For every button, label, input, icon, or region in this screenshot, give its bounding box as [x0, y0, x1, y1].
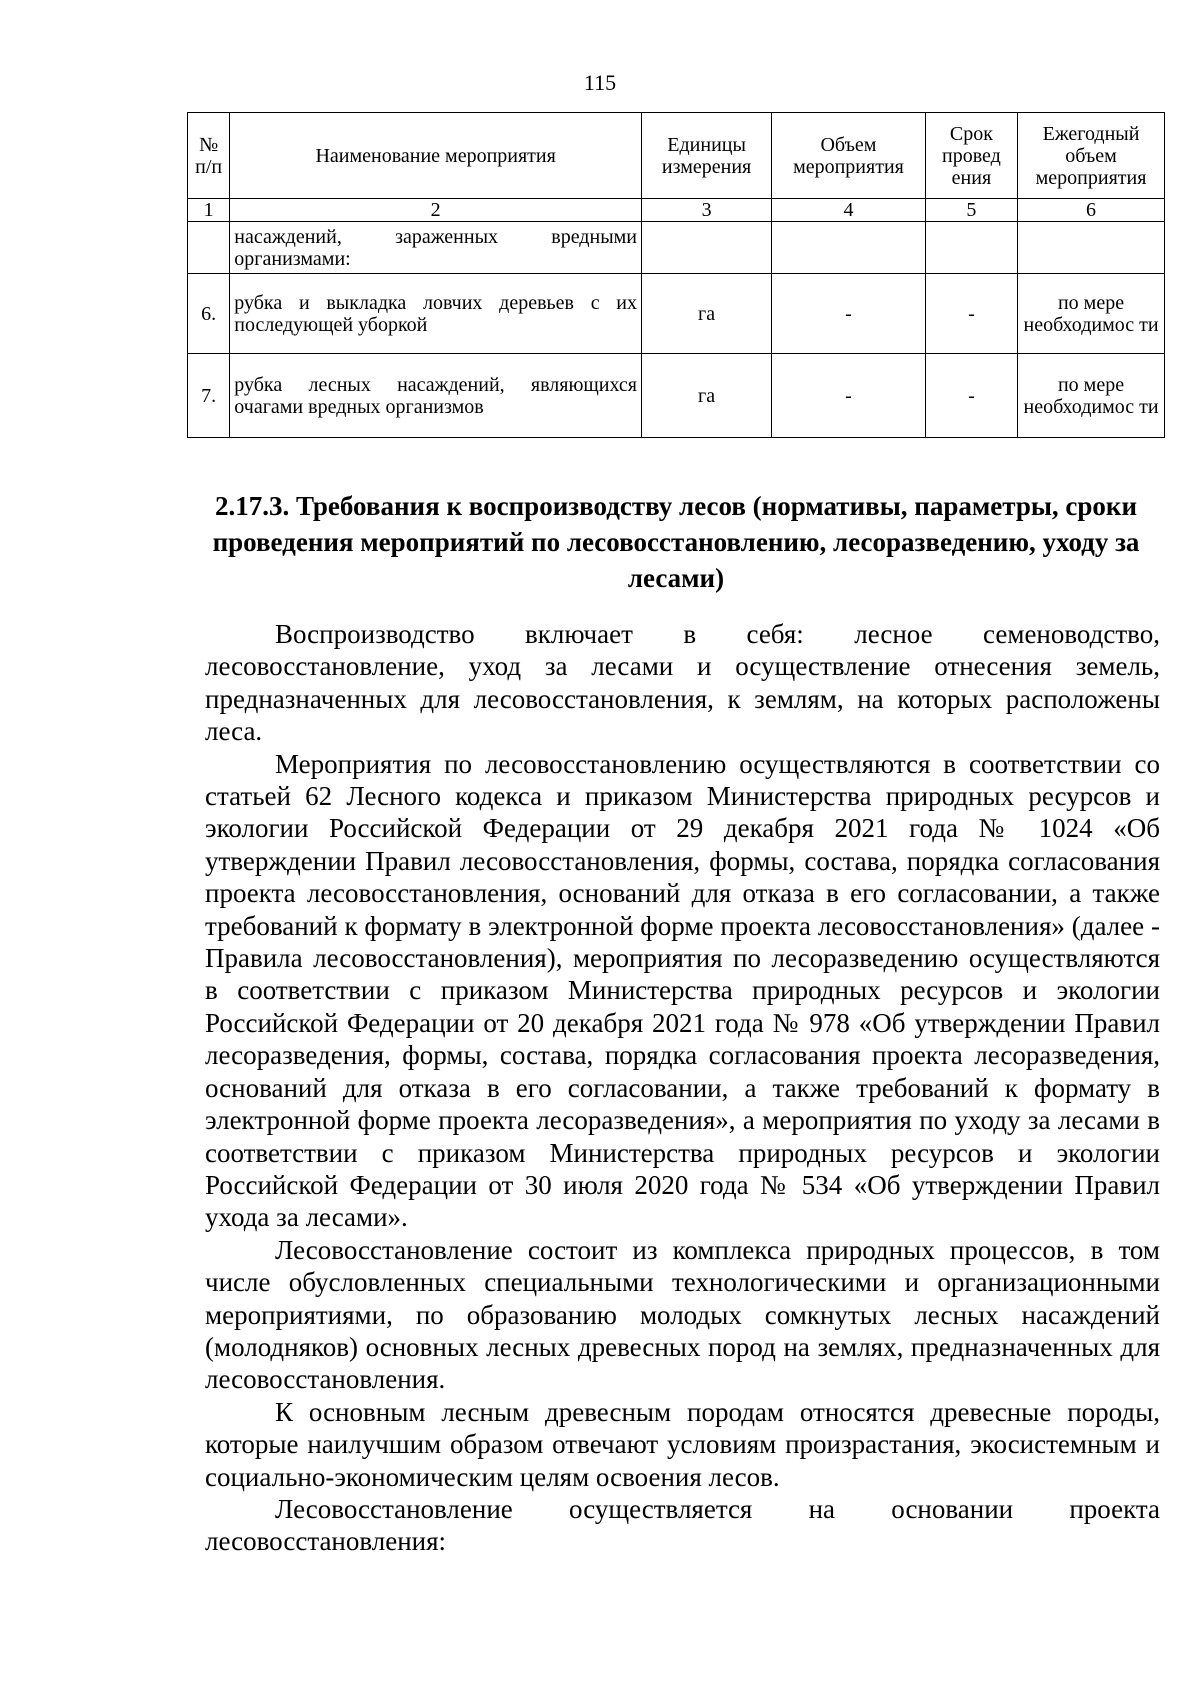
- row-annual: по мере необходимос ти: [1018, 274, 1165, 354]
- body-text: [205, 618, 1160, 1558]
- header-name: Наименование мероприятия: [230, 113, 642, 199]
- section-title: 2.17.3. Требования к воспроизводству лесов (нормативы, параметры, сроки проведения мероприятий по лесовосстановлению, лесоразведению, уходу за лесами): [212, 491, 1140, 593]
- column-number-row: [188, 199, 1165, 222]
- paragraph: К основным лесным древесным породам относятся древесные породы, которые наилучшим образом отвечают условиям произрастания, экосистемным и социально-экономическим целям освоения лесов.: [205, 1396, 1160, 1492]
- col-number: 3: [642, 199, 772, 222]
- col-number: 4: [772, 199, 926, 222]
- header-term: Срок провед ения: [925, 113, 1017, 199]
- table-row: [188, 354, 1165, 438]
- col-number: 1: [188, 199, 230, 222]
- row-name: рубка лесных насаждений, являющихся очагами вредных организмов: [230, 354, 642, 438]
- col-number: 6: [1018, 199, 1165, 222]
- row-unit: га: [642, 354, 772, 438]
- row-annual: по мере необходимос ти: [1018, 354, 1165, 438]
- table-header-row: [188, 113, 1165, 199]
- row-name: насаждений, зараженных вредными организмами:: [230, 222, 642, 274]
- row-term: [925, 222, 1017, 274]
- row-volume: [772, 222, 926, 274]
- header-unit: Единицы измерения: [642, 113, 772, 199]
- row-volume: -: [772, 274, 926, 354]
- row-annual: [1018, 222, 1165, 274]
- row-name: рубка и выкладка ловчих деревьев с их последующей уборкой: [230, 274, 642, 354]
- paragraph: Воспроизводство включает в себя: лесное семеноводство, лесовосстановление, уход за лесами и осуществление отнесения земель, предназначенных для лесовосстановления, к землям, на которых расположены леса.: [205, 619, 1160, 747]
- row-num: [188, 222, 230, 274]
- paragraph: Лесовосстановление состоит из комплекса природных процессов, в том числе обусловленных специальными технологическими и организационными мероприятиями, по образованию молодых сомкнутых лесных насаждений (молодняков) основных лесных древесных пород на землях, предназначенных для лесовосстановления.: [205, 1234, 1160, 1395]
- header-annual: Ежегодный объем мероприятия: [1018, 113, 1165, 199]
- row-unit: [642, 222, 772, 274]
- paragraph: Лесовосстановление осуществляется на основании проекта лесовосстановления:: [205, 1493, 1160, 1557]
- table-row: [188, 222, 1165, 274]
- paragraph: Мероприятия по лесовосстановлению осуществляются в соответствии со статьей 62 Лесного кодекса и приказом Министерства природных ресурсов и экологии Российской Федерации от 29 декабря 2021 года № 1024 «Об утверждении Правил лесовосстановления, формы, состава, порядка согласования проекта лесовосстановления, оснований для отказа в его согласовании, а также требований к формату в электронной форме проекта лесовосстановления» (далее - Правила лесовосстановления), мероприятия по лесоразведению осуществляются в соответствии с приказом Министерства природных ресурсов и экологии Российской Федерации от 20 декабря 2021 года № 978 «Об утверждении Правил лесоразведения, формы, состава, порядка согласования проекта лесоразведения, оснований для отказа в его согласовании, а также требований к формату в электронной форме проекта лесоразведения», а мероприятия по уходу за лесами в соответствии с приказом Министерства природных ресурсов и экологии Российской Федерации от 30 июля 2020 года № 534 «Об утверждении Правил ухода за лесами».: [205, 748, 1160, 1233]
- row-unit: га: [642, 274, 772, 354]
- table-row: [188, 274, 1165, 354]
- row-num: 6.: [188, 274, 230, 354]
- row-term: -: [925, 354, 1017, 438]
- col-number: 5: [925, 199, 1017, 222]
- header-volume: Объем мероприятия: [772, 113, 926, 199]
- header-num: № п/п: [188, 113, 230, 199]
- row-num: 7.: [188, 354, 230, 438]
- row-volume: -: [772, 354, 926, 438]
- col-number: 2: [230, 199, 642, 222]
- row-term: -: [925, 274, 1017, 354]
- page-number: 115: [583, 70, 617, 95]
- measures-table: [187, 112, 1165, 438]
